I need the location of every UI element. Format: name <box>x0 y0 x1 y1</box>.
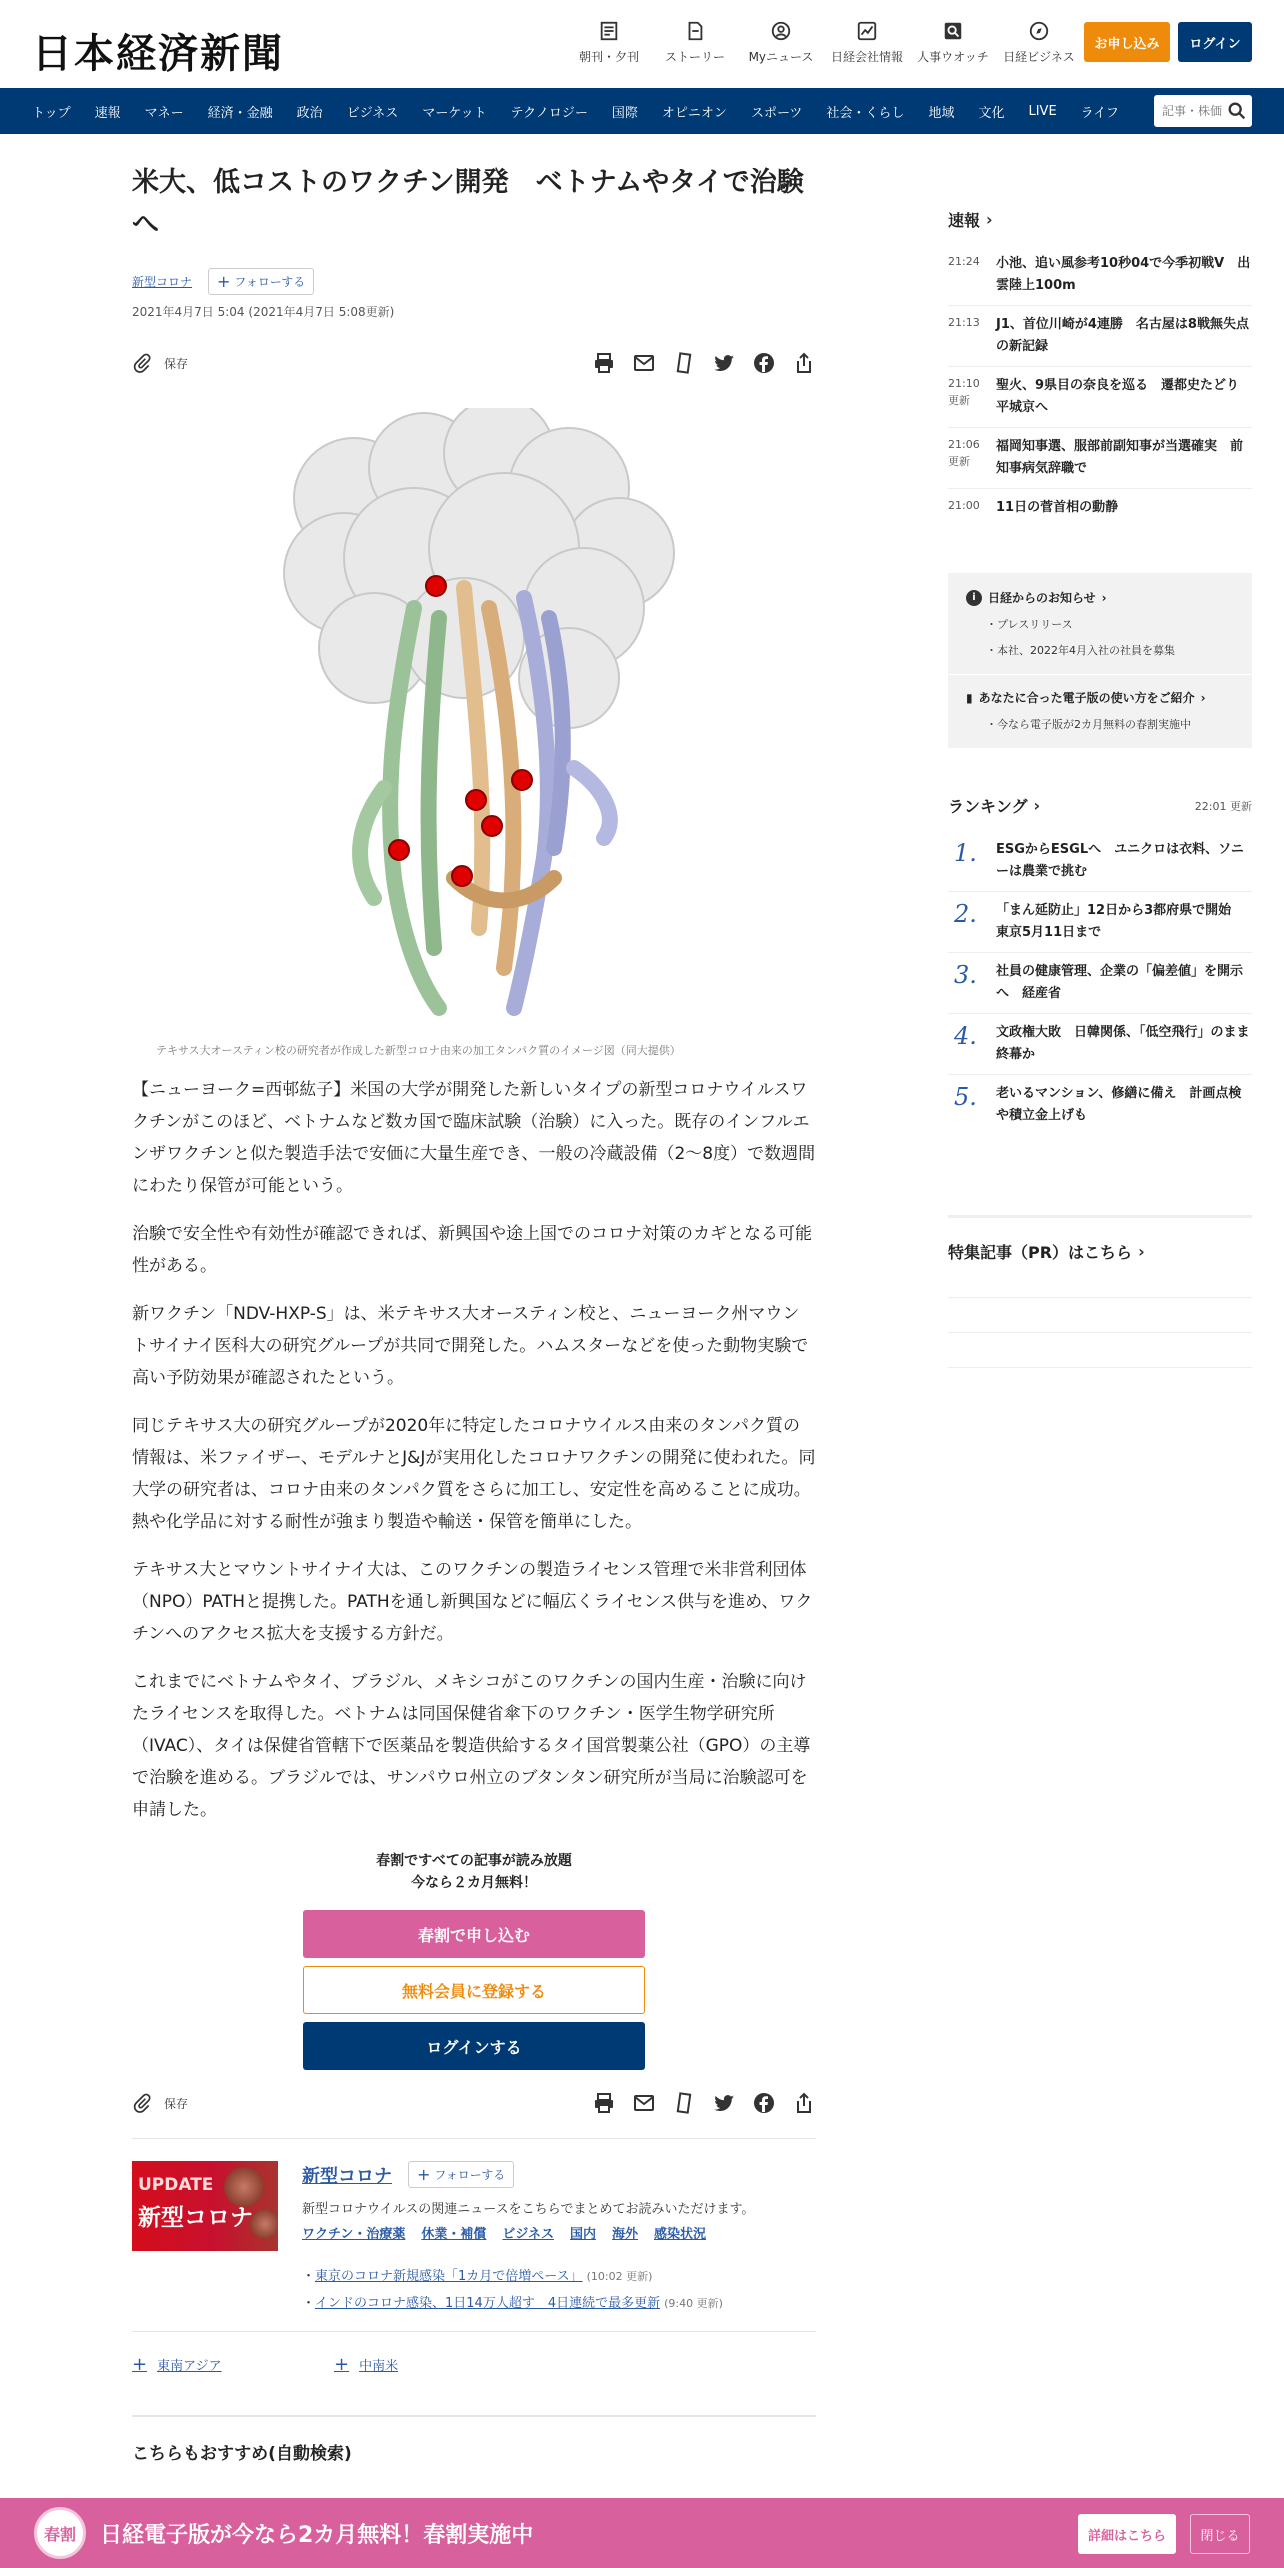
share-buttons <box>576 2091 816 2115</box>
topic-image[interactable] <box>132 2161 278 2251</box>
flash-header[interactable] <box>948 208 1252 231</box>
newspaper-icon <box>598 20 620 42</box>
topic-subtopics <box>302 2223 816 2242</box>
sidebar <box>948 208 1252 1368</box>
topic-name-link[interactable]: 新型コロナ <box>302 2165 392 2187</box>
article-paragraph: テキサス大とマウントサイナイ大は、このワクチンの製造ライセンス管理で米非営利団体（NPO）PATHと提携した。PATHを通し新興国などに幅広くライセンス供与を進め、ワクチンへのアクセス拡大を支援する方針だ。 <box>132 1560 813 1644</box>
flash-item[interactable] <box>948 367 1252 428</box>
article-toolbar-bottom <box>132 2088 816 2118</box>
rank-number: 5. <box>954 1083 977 1111</box>
guide-item[interactable]: ・今なら電子版が2カ月無料の春割実施中 <box>986 718 1191 731</box>
topic-row <box>132 268 816 295</box>
flash-time: 21:10 更新 <box>948 377 980 407</box>
rank-title: 文政権大敗 日韓関係、「低空飛行」のまま終幕か <box>996 1025 1250 1062</box>
pr-header[interactable] <box>948 1240 1252 1263</box>
search-input[interactable] <box>1162 104 1224 118</box>
flash-time: 21:24 <box>948 255 980 268</box>
flash-title: 聖火、9県目の奈良を巡る 遷都史たどり平城京へ <box>996 378 1240 415</box>
apply-button[interactable]: お申し込み <box>1084 22 1170 62</box>
region-label: 中南米 <box>359 2359 399 2374</box>
flash-item[interactable] <box>948 428 1252 489</box>
flash-item[interactable] <box>948 489 1252 533</box>
nav-item-opinion[interactable]: オピニオン <box>661 105 727 121</box>
spring-badge: 春割 <box>34 2507 86 2559</box>
topic-news-link[interactable]: 東京のコロナ新規感染「1カ月で倍増ペース」 <box>315 2269 583 2284</box>
save-button[interactable] <box>132 353 188 373</box>
chevron-right-icon: › <box>986 210 993 229</box>
spring-subscribe-button[interactable]: 春割で申し込む <box>303 1910 645 1958</box>
plus-icon: + <box>417 2164 431 2184</box>
nav-item-region[interactable]: 地域 <box>928 105 955 121</box>
article-paragraph: これまでにベトナムやタイ、ブラジル、メキシコがこのワクチンの国内生産・治験に向けたライセンスを取得した。ベトナムは同国保健省傘下のワクチン・医学生物学研究所（IVAC）、タイは保健省管轄下で医薬品を製造供給するタイ国営製薬公社（GPO）の主導で治験を進める。ブラジルでは、サンパウロ州立のブタンタン研究所が当局に治験認可を申請した。 <box>132 1672 811 1820</box>
rank-title: ESGからESGLへ ユニクロは衣料、ソニーは農業で挑む <box>996 842 1244 879</box>
article-paragraph: 同じテキサス大の研究グループが2020年に特定したコロナウイルス由来のタンパク質の情報は、米ファイザー、モデルナとJ&Jが実用化したコロナワクチンの開発に使われた。同大学の研究者は、コロナ由来のタンパク質をさらに加工し、安定性を高めることに成功。熱や化学品に対する耐性が強まり製造や輸送・保管を簡単にした。 <box>132 1416 816 1532</box>
plus-icon: + <box>334 2354 350 2375</box>
paywall-login-button[interactable]: ログインする <box>303 2022 645 2070</box>
free-register-button[interactable]: 無料会員に登録する <box>303 1966 645 2014</box>
topic-news-item: ・東京のコロナ新規感染「1カ月で倍増ペース」 (10:02 更新) <box>302 2269 653 2284</box>
header-nav-label: 人事ウオッチ <box>917 50 989 64</box>
ranking-item[interactable] <box>948 831 1252 892</box>
subtopic-link[interactable]: ビジネス <box>502 2227 554 2242</box>
nav-item-money[interactable]: マネー <box>144 105 184 121</box>
flash-time: 21:13 <box>948 316 980 329</box>
ranking-list <box>948 831 1252 1135</box>
header-nav-jinji[interactable] <box>910 20 996 65</box>
guide-item-label: 今なら電子版が2カ月無料の春割実施中 <box>997 718 1191 731</box>
search-icon <box>942 20 964 42</box>
banner-detail-button[interactable]: 詳細はこちら <box>1078 2514 1176 2554</box>
chevron-right-icon: › <box>1101 590 1107 605</box>
figure-caption: テキサス大オースティン校の研究者が作成した新型コロナ由来の加工タンパク質のイメージ図（同大提供） <box>156 1044 681 1057</box>
rank-title: 社員の健康管理、企業の「偏差値」を開示へ 経産省 <box>996 964 1244 1001</box>
follow-label: フォローする <box>234 275 306 289</box>
save-label: 保存 <box>164 2096 189 2111</box>
topic-description: 新型コロナウイルスの関連ニュースをこちらでまとめてお読みいただけます。 <box>302 2202 755 2217</box>
ranking-update-time: 22:01 更新 <box>1194 799 1252 813</box>
flash-title: 小池、追い風参考10秒04で今季初戦V 出雲陸上100m <box>996 256 1251 293</box>
pr-placeholder-lines <box>948 1297 1252 1368</box>
print-icon[interactable] <box>592 2091 616 2115</box>
protein-image <box>224 408 724 1038</box>
main-nav <box>0 88 1284 134</box>
paperclip-icon <box>132 353 152 373</box>
memo-icon[interactable] <box>672 2091 696 2115</box>
site-header <box>0 0 1284 88</box>
compass-icon <box>1028 20 1050 42</box>
follow-label: フォローする <box>434 2168 506 2182</box>
header-nav <box>566 20 1082 65</box>
header-nav-label: ストーリー <box>664 50 725 64</box>
save-label: 保存 <box>164 356 189 371</box>
nav-item-market[interactable]: マーケット <box>422 105 487 121</box>
notice-header-label: 日経からのお知らせ <box>988 591 1096 605</box>
ranking-header-label: ランキング <box>948 797 1028 816</box>
header-nav-label: Myニュース <box>748 50 814 64</box>
paywall-lead: 春割ですべての記事が読み放題 <box>376 1853 572 1869</box>
paywall-lead-sub: 今なら２カ月無料！ <box>411 1875 537 1891</box>
book-icon: ▮ <box>966 690 973 705</box>
topic-link[interactable]: 新型コロナ <box>132 275 193 289</box>
memo-icon[interactable] <box>672 351 696 375</box>
story-icon <box>684 20 706 42</box>
rank-number: 3. <box>954 961 977 989</box>
ranking-header-row <box>948 794 1252 817</box>
flash-list <box>948 245 1252 533</box>
subtopic-link[interactable]: 国内 <box>570 2227 597 2242</box>
nav-item-economy[interactable]: 経済・金融 <box>207 105 273 121</box>
header-nav-label: 朝刊・夕刊 <box>578 50 639 64</box>
facebook-icon[interactable] <box>752 2091 776 2115</box>
nav-item-sports[interactable]: スポーツ <box>750 105 803 121</box>
plus-icon: + <box>217 271 231 291</box>
article-toolbar-bottom-wrap <box>132 2088 816 2139</box>
recommend-title: こちらもおすすめ(自動検索) <box>132 2444 352 2464</box>
region-tags <box>132 2331 816 2417</box>
article-paragraph: 【ニューヨーク=西邨紘子】米国の大学が開発した新しいタイプの新型コロナウイルスワクチンがこのほど、ベトナムなど数カ国で臨床試験（治験）に入った。既存のインフルエンザワクチンと似た製造手法で安価に大量生産でき、一般の冷蔵設備（2～8度）で数週間にわたり保管が可能という。 <box>132 1080 816 1196</box>
ranking-item[interactable] <box>948 1014 1252 1075</box>
article-paragraph: 治験で安全性や有効性が確認できれば、新興国や途上国でのコロナ対策のカギとなる可能性がある。 <box>132 1224 812 1276</box>
notice-item[interactable]: ・プレスリリース <box>986 618 1073 631</box>
rank-number: 4. <box>954 1022 977 1050</box>
notice-box <box>948 573 1252 748</box>
info-icon: i <box>966 590 982 606</box>
notice-item-label: 本社、2022年4月入社の社員を募集 <box>997 644 1175 657</box>
topic-news-list <box>302 2265 816 2311</box>
header-nav-paper[interactable] <box>566 20 652 65</box>
notice-header[interactable] <box>966 589 1234 606</box>
region-tag-southeast-asia[interactable] <box>132 2354 334 2375</box>
topic-title-row <box>302 2161 816 2188</box>
nav-item-top[interactable]: トップ <box>32 105 71 121</box>
header-nav-label: 日経会社情報 <box>830 50 903 64</box>
nav-item-live[interactable]: LIVE <box>1028 103 1057 119</box>
banner-message[interactable]: 日経電子版が今なら2カ月無料！春割実施中 <box>100 2522 534 2548</box>
subtopic-link[interactable]: 感染状況 <box>654 2227 707 2242</box>
flash-title: 11日の菅首相の動静 <box>996 500 1119 515</box>
save-button[interactable] <box>132 2093 188 2113</box>
subtopic-link[interactable]: ワクチン・治療薬 <box>302 2227 406 2242</box>
header-nav-mynews[interactable] <box>738 20 824 65</box>
nav-item-culture[interactable]: 文化 <box>978 105 1005 121</box>
twitter-icon[interactable] <box>712 351 736 375</box>
topic-image-title: 新型コロナ <box>138 2205 253 2231</box>
topic-news-time: (10:02 更新) <box>586 2270 653 2283</box>
plus-icon: + <box>132 2354 148 2375</box>
ranking-header[interactable] <box>948 794 1040 817</box>
share-icon[interactable] <box>792 2091 816 2115</box>
ranking <box>948 794 1252 1135</box>
rank-title: 「まん延防止」12日から3都府県で開始 東京5月11日まで <box>996 903 1245 940</box>
chevron-right-icon: › <box>1033 796 1041 815</box>
nav-search-box <box>1154 95 1252 127</box>
rank-title: 老いるマンション、修繕に備え 計画点検や積立金上げも <box>996 1086 1242 1123</box>
banner-close-button[interactable]: 閉じる <box>1190 2514 1250 2554</box>
subtopic-link[interactable]: 海外 <box>612 2227 639 2242</box>
header-nav-business[interactable] <box>996 20 1082 65</box>
site-logo[interactable]: 日本経済新聞 <box>32 30 284 77</box>
mail-icon[interactable] <box>632 2091 656 2115</box>
pr-header-label: 特集記事（PR）はこちら <box>948 1243 1133 1262</box>
article <box>132 162 816 2464</box>
flash-title: 福岡知事選、服部前副知事が当選確実 前知事病気辞職で <box>996 439 1244 476</box>
share-icon[interactable] <box>792 351 816 375</box>
pr-section <box>948 1215 1252 1368</box>
article-figure <box>132 408 816 1058</box>
flash-time: 21:06 更新 <box>948 438 980 468</box>
ranking-item[interactable] <box>948 1075 1252 1135</box>
ranking-item[interactable] <box>948 953 1252 1014</box>
flash-item[interactable] <box>948 245 1252 306</box>
print-icon[interactable] <box>592 351 616 375</box>
follow-button[interactable] <box>208 268 314 295</box>
article-toolbar <box>132 348 816 378</box>
search-icon[interactable] <box>1226 100 1248 122</box>
article-body <box>132 1074 816 1826</box>
user-icon <box>770 20 792 42</box>
flash-title: J1、首位川崎が4連勝 名古屋は8戦無失点の新記録 <box>996 317 1249 354</box>
region-label: 東南アジア <box>157 2359 222 2374</box>
notice-item-label: プレスリリース <box>997 618 1073 631</box>
rank-number: 2. <box>954 900 977 928</box>
header-nav-company[interactable] <box>824 20 910 65</box>
topic-news-link[interactable]: インドのコロナ感染、1日14万人超す 4日連続で最多更新 <box>315 2296 661 2311</box>
flash-time: 21:00 <box>948 499 980 512</box>
share-buttons <box>576 351 816 375</box>
guide-header-label: あなたに合った電子版の使い方をご紹介 <box>978 691 1195 705</box>
rank-number: 1. <box>954 839 977 867</box>
topic-news-item: ・インドのコロナ感染、1日14万人超す 4日連続で最多更新 (9:40 更新) <box>302 2296 723 2311</box>
ranking-item[interactable] <box>948 892 1252 953</box>
twitter-icon[interactable] <box>712 2091 736 2115</box>
topic-card <box>132 2161 816 2251</box>
mail-icon[interactable] <box>632 351 656 375</box>
topic-follow-button[interactable] <box>408 2161 514 2188</box>
nav-item-politics[interactable]: 政治 <box>296 105 323 121</box>
paywall <box>132 1850 816 2070</box>
virus-shape <box>250 2209 278 2239</box>
notice-item[interactable]: ・本社、2022年4月入社の社員を募集 <box>986 644 1175 657</box>
subtopic-link[interactable]: 休業・補償 <box>421 2227 487 2242</box>
flash-item[interactable] <box>948 306 1252 367</box>
divider <box>948 674 1252 675</box>
nav-item-society[interactable]: 社会・くらし <box>826 105 905 121</box>
nav-item-technology[interactable]: テクノロジー <box>510 105 588 121</box>
guide-header[interactable] <box>966 689 1234 706</box>
chevron-right-icon: › <box>1138 1242 1145 1261</box>
nav-item-life[interactable]: ライフ <box>1080 105 1119 121</box>
region-tag-latin-america[interactable] <box>334 2354 536 2375</box>
topic-news-time: (9:40 更新) <box>664 2297 723 2310</box>
flash-header-label: 速報 <box>948 211 981 230</box>
header-nav-label: 日経ビジネス <box>1003 50 1075 64</box>
nav-item-flash[interactable]: 速報 <box>94 105 121 121</box>
article-date: 2021年4月7日 5:04 (2021年4月7日 5:08更新) <box>132 305 395 319</box>
login-button[interactable]: ログイン <box>1178 22 1252 62</box>
topic-info <box>302 2161 816 2251</box>
nav-item-business[interactable]: ビジネス <box>346 105 399 121</box>
chevron-right-icon: › <box>1200 690 1206 705</box>
nav-item-international[interactable]: 国際 <box>611 105 638 121</box>
article-title: 米大、低コストのワクチン開発 ベトナムやタイで治験へ <box>132 167 804 240</box>
promo-banner <box>0 2498 1284 2568</box>
article-paragraph: 新ワクチン「NDV-HXP-S」は、米テキサス大オースティン校と、ニューヨーク州マウントサイナイ医科大の研究グループが共同で開発した。ハムスターなどを使った動物実験で高い予防効果が確認されたという。 <box>132 1304 809 1388</box>
facebook-icon[interactable] <box>752 351 776 375</box>
paperclip-icon <box>132 2093 152 2113</box>
chart-icon <box>856 20 878 42</box>
topic-image-update: UPDATE <box>138 2175 214 2195</box>
header-nav-story[interactable] <box>652 20 738 65</box>
